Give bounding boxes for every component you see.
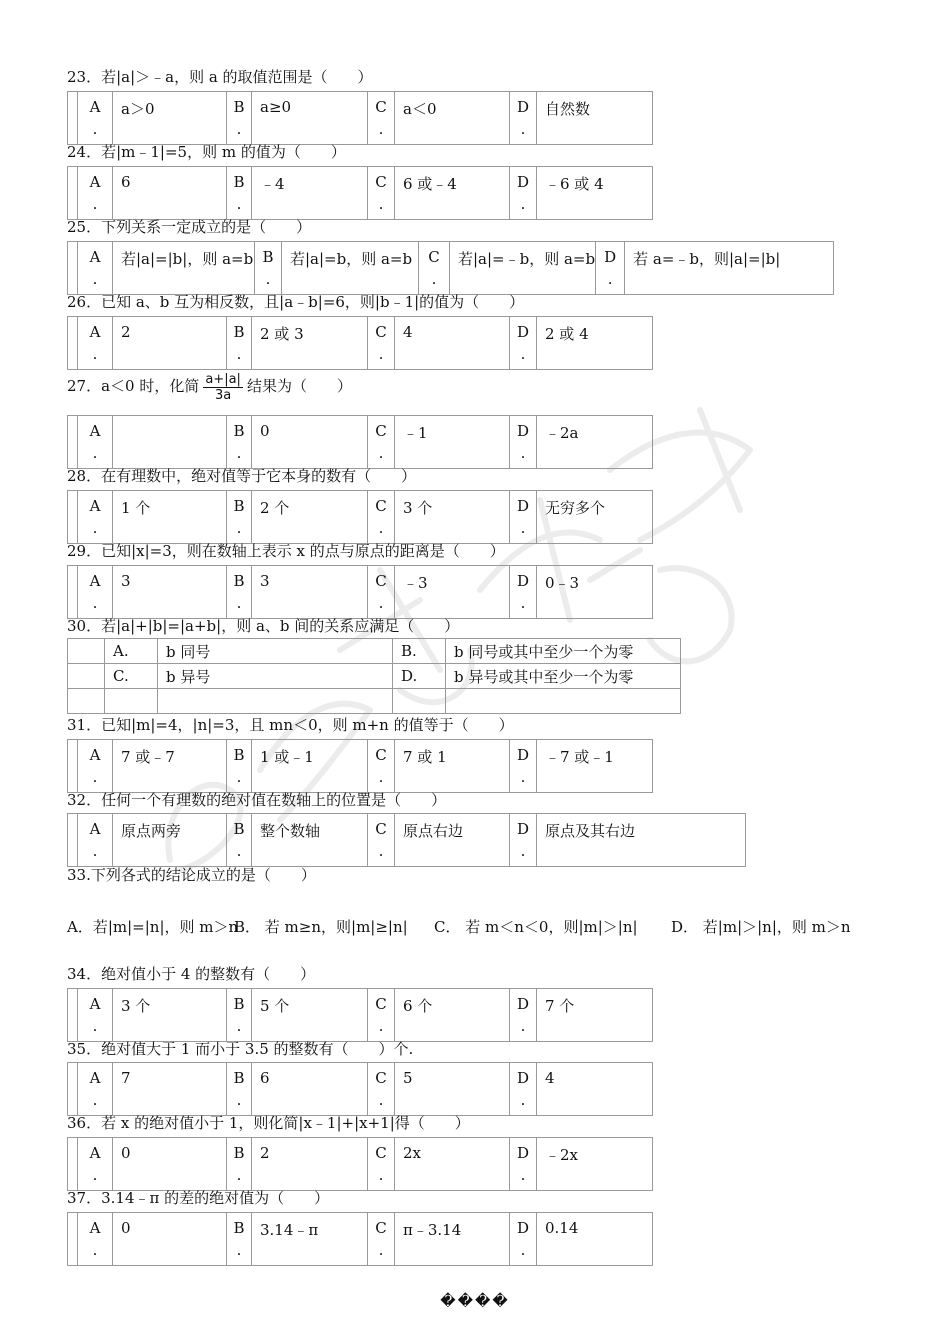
question-37-stem: 37．3.14﹣π 的差的绝对值为（ ） <box>67 1189 330 1207</box>
option-letter[interactable]: B . <box>227 740 252 793</box>
option-text[interactable]: 5 个 <box>252 989 368 1042</box>
option-text[interactable]: 2x <box>395 1138 510 1191</box>
option-letter[interactable]: D . <box>510 167 537 220</box>
option-letter[interactable]: A . <box>78 814 113 867</box>
option-letter[interactable]: D . <box>510 566 537 619</box>
question-23-stem: 23．若|a|＞﹣a，则 a 的取值范围是（ ） <box>67 68 373 86</box>
question-37-options <box>67 1212 653 1266</box>
option-letter[interactable]: C . <box>368 1063 395 1116</box>
option-letter[interactable]: A . <box>78 167 113 220</box>
option-letter[interactable]: C . <box>368 491 395 544</box>
option-text[interactable]: 2 个 <box>252 491 368 544</box>
option-text[interactable]: 3 <box>113 566 227 619</box>
option-letter[interactable]: B . <box>227 989 252 1042</box>
option-text[interactable]: 若 a=﹣b，则|a|=|b| <box>625 242 834 295</box>
option-text[interactable]: 0 <box>113 1138 227 1191</box>
option-letter[interactable]: C. <box>105 664 158 689</box>
option-text[interactable]: 7 或 1 <box>395 740 510 793</box>
question-24-stem: 24．若|m﹣1|=5，则 m 的值为（ ） <box>67 143 346 161</box>
option-text[interactable]: 2 <box>113 317 227 370</box>
option-text[interactable]: b 同号 <box>158 639 393 664</box>
option-text[interactable]: 0 <box>252 416 368 469</box>
option-letter[interactable]: D . <box>596 242 625 295</box>
question-23-options <box>67 91 653 145</box>
question-36-options <box>67 1137 653 1191</box>
question-27-options <box>67 415 653 469</box>
option-text[interactable]: b 异号或其中至少一个为零 <box>446 664 681 689</box>
question-27-stem-prefix: 27．a＜0 时，化简 <box>67 377 200 395</box>
option-letter[interactable]: B . <box>227 814 252 867</box>
question-35-options <box>67 1062 653 1116</box>
question-32-options <box>67 813 746 867</box>
option-letter[interactable]: B . <box>227 1213 252 1266</box>
option-text[interactable]: 3 个 <box>395 491 510 544</box>
option-letter[interactable]: A . <box>78 242 113 295</box>
option-text[interactable]: 7 个 <box>537 989 653 1042</box>
option-text[interactable]: 自然数 <box>537 92 653 145</box>
option-letter[interactable]: A . <box>78 740 113 793</box>
option-letter[interactable]: C . <box>368 740 395 793</box>
option-letter[interactable]: C . <box>419 242 450 295</box>
option-text[interactable]: π﹣3.14 <box>395 1213 510 1266</box>
option-letter[interactable]: A. <box>105 639 158 664</box>
option-letter[interactable]: D . <box>510 92 537 145</box>
option-text[interactable]: a＜0 <box>395 92 510 145</box>
option-letter[interactable]: D . <box>510 317 537 370</box>
option-text[interactable]: 6 <box>113 167 227 220</box>
option-letter[interactable]: A . <box>78 1138 113 1191</box>
option-letter[interactable]: B . <box>227 1138 252 1191</box>
option-letter[interactable]: D . <box>510 740 537 793</box>
option-text[interactable]: 2 或 4 <box>537 317 653 370</box>
question-26-options <box>67 316 653 370</box>
option-text[interactable]: 若|a|=b，则 a=b <box>282 242 419 295</box>
question-35-stem: 35．绝对值大于 1 而小于 3.5 的整数有（ ）个. <box>67 1040 414 1058</box>
option-letter[interactable]: B . <box>227 416 252 469</box>
fraction-numerator: a+|a| <box>205 371 241 387</box>
option-letter[interactable]: B . <box>255 242 282 295</box>
option-text[interactable]: 原点右边 <box>395 814 510 867</box>
option-letter[interactable]: C . <box>368 814 395 867</box>
question-25-stem: 25．下列关系一定成立的是（ ） <box>67 218 312 236</box>
option-text[interactable]: 0.14 <box>537 1213 653 1266</box>
question-31-stem: 31．已知|m|=4，|n|=3，且 mn＜0，则 m+n 的值等于（ ） <box>67 716 514 734</box>
question-27-stem-suffix: 结果为（ ） <box>246 377 352 395</box>
option-letter[interactable]: D . <box>510 491 537 544</box>
fraction-denominator: 3a <box>215 387 232 403</box>
option-text[interactable]: 6 个 <box>395 989 510 1042</box>
option-letter[interactable]: A . <box>78 1063 113 1116</box>
option-text[interactable]: 3.14﹣π <box>252 1213 368 1266</box>
option-text[interactable]: 若|a|=﹣b，则 a=b <box>450 242 596 295</box>
option-text[interactable]: 2 或 3 <box>252 317 368 370</box>
option-text[interactable]: a＞0 <box>113 92 227 145</box>
option-text[interactable]: C． 若 m＜n＜0，则|m|＞|n| <box>434 918 638 936</box>
option-text[interactable]: 若|a|=|b|，则 a=b <box>113 242 255 295</box>
option-letter[interactable]: A . <box>78 416 113 469</box>
question-32-stem: 32．任何一个有理数的绝对值在数轴上的位置是（ ） <box>67 791 447 809</box>
option-text[interactable]: 原点及其右边 <box>537 814 746 867</box>
option-text[interactable]: ﹣2x <box>537 1138 653 1191</box>
option-letter[interactable]: B . <box>227 92 252 145</box>
option-text[interactable]: 无穷多个 <box>537 491 653 544</box>
option-text[interactable]: ﹣3 <box>395 566 510 619</box>
option-text[interactable]: 6 <box>252 1063 368 1116</box>
option-letter[interactable]: B . <box>227 167 252 220</box>
option-text[interactable]: ﹣6 或 4 <box>537 167 653 220</box>
option-letter[interactable]: D. <box>393 664 446 689</box>
option-text[interactable]: D． 若|m|＞|n|，则 m＞n <box>671 918 851 936</box>
question-25-options <box>67 241 834 295</box>
question-29-stem: 29．已知|x|=3，则在数轴上表示 x 的点与原点的距离是（ ） <box>67 542 505 560</box>
option-letter[interactable]: B . <box>227 566 252 619</box>
option-letter[interactable]: A . <box>78 317 113 370</box>
option-text[interactable]: ﹣4 <box>252 167 368 220</box>
option-letter[interactable]: D . <box>510 989 537 1042</box>
option-letter[interactable]: C . <box>368 1138 395 1191</box>
question-29-options <box>67 565 653 619</box>
option-letter[interactable]: A . <box>78 1213 113 1266</box>
option-text[interactable]: 整个数轴 <box>252 814 368 867</box>
option-text[interactable]: 0﹣3 <box>537 566 653 619</box>
option-text[interactable] <box>113 416 227 469</box>
question-33-stem: 33.下列各式的结论成立的是（ ） <box>67 866 316 884</box>
option-text[interactable]: 1 或﹣1 <box>252 740 368 793</box>
option-text[interactable]: 1 个 <box>113 491 227 544</box>
option-text[interactable]: b 同号或其中至少一个为零 <box>446 639 681 664</box>
option-text[interactable]: ﹣2a <box>537 416 653 469</box>
page-footer: ���� <box>440 1292 510 1310</box>
option-text[interactable]: 3 个 <box>113 989 227 1042</box>
option-letter[interactable]: C . <box>368 416 395 469</box>
question-26-stem: 26．已知 a、b 互为相反数，且|a﹣b|=6，则|b﹣1|的值为（ ） <box>67 293 525 311</box>
option-letter[interactable]: A . <box>78 491 113 544</box>
option-letter[interactable]: D . <box>510 1063 537 1116</box>
option-letter[interactable]: D . <box>510 814 537 867</box>
option-letter[interactable]: C . <box>368 1213 395 1266</box>
question-34-options <box>67 988 653 1042</box>
question-28-stem: 28．在有理数中，绝对值等于它本身的数有（ ） <box>67 467 417 485</box>
option-letter[interactable]: C . <box>368 167 395 220</box>
question-27-stem <box>67 368 352 404</box>
option-letter[interactable]: D . <box>510 1138 537 1191</box>
option-text[interactable]: 4 <box>395 317 510 370</box>
option-text[interactable]: ﹣1 <box>395 416 510 469</box>
option-text[interactable]: ﹣7 或﹣1 <box>537 740 653 793</box>
option-letter[interactable]: D . <box>510 1213 537 1266</box>
option-letter[interactable]: A . <box>78 989 113 1042</box>
option-letter[interactable]: C . <box>368 92 395 145</box>
option-letter[interactable]: C . <box>368 317 395 370</box>
option-text[interactable]: 3 <box>252 566 368 619</box>
question-36-stem: 36．若 x 的绝对值小于 1，则化简|x﹣1|+|x+1|得（ ） <box>67 1114 470 1132</box>
option-letter[interactable]: D . <box>510 416 537 469</box>
option-text[interactable]: a≥0 <box>252 92 368 145</box>
option-letter[interactable]: A . <box>78 92 113 145</box>
option-letter[interactable]: B . <box>227 491 252 544</box>
question-24-options <box>67 166 653 220</box>
option-text[interactable]: b 异号 <box>158 664 393 689</box>
option-letter[interactable]: A . <box>78 566 113 619</box>
option-text[interactable]: 7 或﹣7 <box>113 740 227 793</box>
option-text[interactable]: 7 <box>113 1063 227 1116</box>
option-letter[interactable]: C . <box>368 566 395 619</box>
question-30-stem: 30．若|a|+|b|=|a+b|，则 a、b 间的关系应满足（ ） <box>67 617 460 635</box>
option-text[interactable]: 2 <box>252 1138 368 1191</box>
option-letter[interactable]: B . <box>227 317 252 370</box>
option-letter[interactable]: C . <box>368 989 395 1042</box>
option-text[interactable]: 5 <box>395 1063 510 1116</box>
option-letter[interactable]: B . <box>227 1063 252 1116</box>
option-text[interactable]: A．若|m|=|n|，则 m＞n <box>67 918 239 936</box>
option-text[interactable]: 原点两旁 <box>113 814 227 867</box>
option-text[interactable]: B． 若 m≥n，则|m|≥|n| <box>234 918 408 936</box>
fraction <box>203 372 243 403</box>
option-text[interactable]: 0 <box>113 1213 227 1266</box>
option-text[interactable]: 6 或﹣4 <box>395 167 510 220</box>
option-letter[interactable]: B. <box>393 639 446 664</box>
question-34-stem: 34．绝对值小于 4 的整数有（ ） <box>67 965 316 983</box>
option-text[interactable]: 4 <box>537 1063 653 1116</box>
question-30-options <box>67 638 681 714</box>
question-31-options <box>67 739 653 793</box>
question-28-options <box>67 490 653 544</box>
